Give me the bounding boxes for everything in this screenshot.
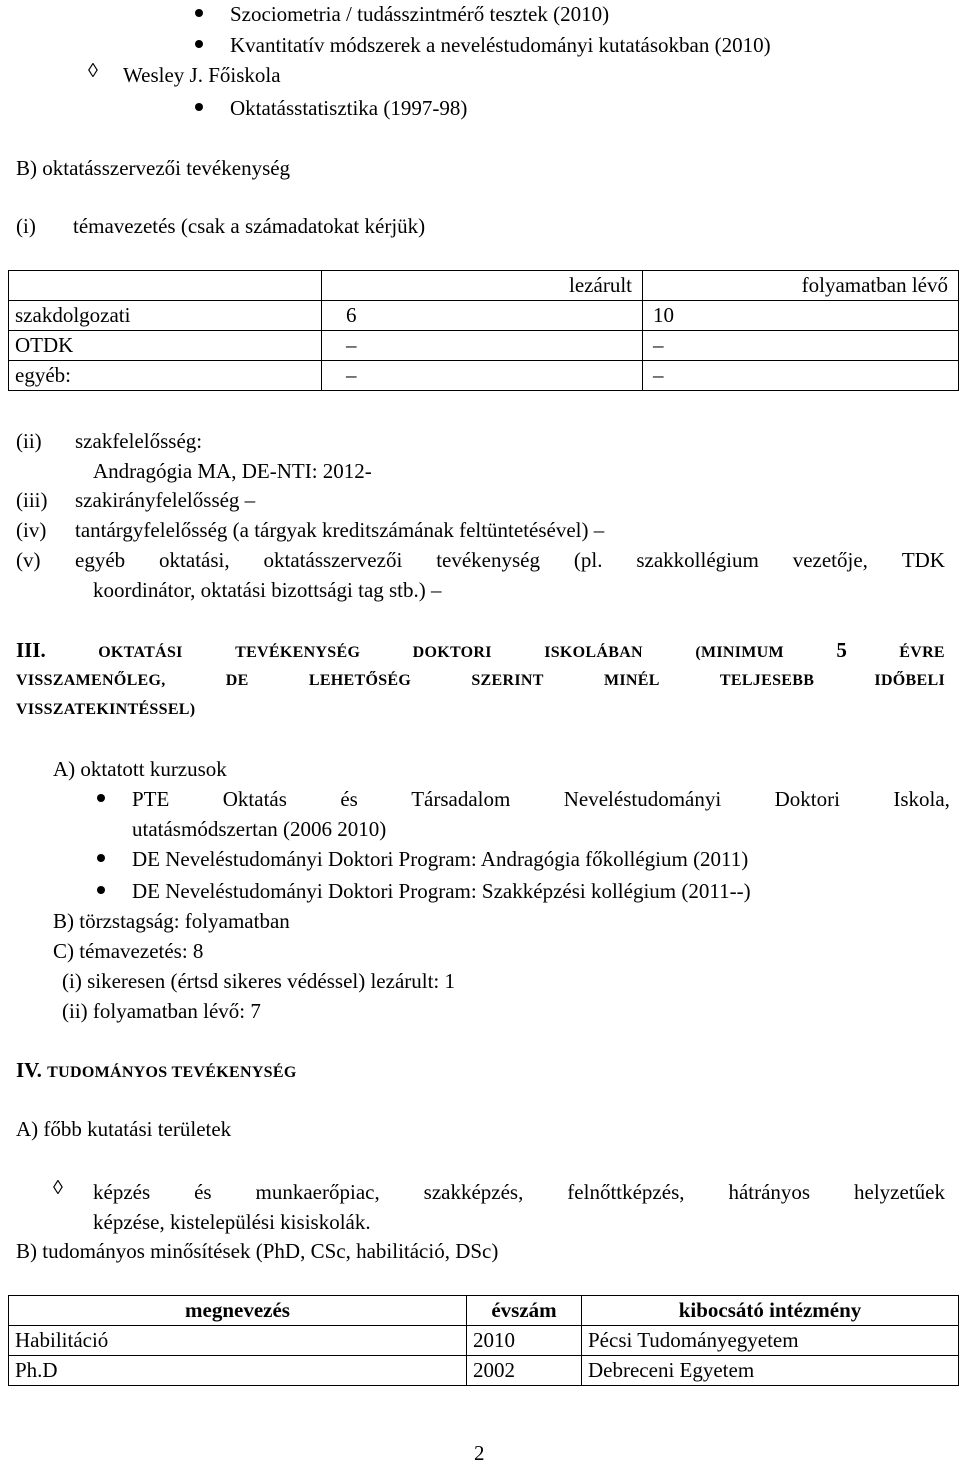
table-header-row [9,271,959,301]
bullet-icon [97,854,105,862]
bullet-icon [195,40,203,48]
word: szakkollégium [636,548,759,572]
word: DE [225,672,249,689]
section-3-title-line2 [16,668,945,694]
item-label: (iv) [16,518,47,542]
section-title: TUDOMÁNYOS TEVÉKENYSÉG [47,1064,297,1081]
word: Oktatás [222,787,287,811]
word: képzés [93,1180,151,1204]
table-header-row [9,1296,959,1326]
word: 5 [836,638,847,662]
item-label: (iii) [16,488,48,512]
list-item: Szociometria / tudásszintmérő tesztek (2010) [230,2,610,26]
lozenge-icon: ◊ [53,1177,63,1199]
word: OKTATÁSI [98,644,183,661]
section-4-title [16,1057,297,1086]
word: (pl. [573,548,603,572]
item-subtext: Andragógia MA, DE-NTI: 2012- [93,459,372,483]
item-text-justified [75,547,945,573]
course-item: DE Neveléstudományi Doktori Program: Andragógia főkollégium (2011) [132,847,749,871]
word: Társadalom [411,787,511,811]
word: munkaerőpiac, [255,1180,380,1204]
word: Neveléstudományi [563,787,722,811]
table-cell: 2002 [467,1356,582,1386]
word: TELJESEBB [719,672,815,689]
item-text: témavezetés (csak a számadatokat kérjük) [73,214,426,238]
word: egyéb [75,548,126,572]
list-item: Oktatásstatisztika (1997-98) [230,96,468,120]
item-text: szakfelelősség: [75,429,203,453]
section-3-title-line3: VISSZATEKINTÉSSEL) [16,701,196,718]
list-item: Kvantitatív módszerek a neveléstudományi kutatásokban (2010) [230,33,771,57]
word: TDK [901,548,945,572]
table-header-cell: évszám [467,1296,582,1326]
table-cell: Debreceni Egyetem [582,1356,959,1386]
table-cell: 10 [643,301,959,331]
table-cell: folyamatban lévő [643,271,959,301]
table-cell: 6 [322,301,643,331]
table-cell: – [322,361,643,391]
section-heading: B) oktatásszervezői tevékenység [16,156,291,180]
table-cell: Pécsi Tudományegyetem [582,1326,959,1356]
word: oktatási, [159,548,230,572]
sub-item: (i) sikeresen (értsd sikeres védéssel) lezárult: 1 [62,969,456,993]
word: és [340,787,358,811]
word: helyzetűek [854,1180,945,1204]
word: hátrányos [728,1180,811,1204]
table-cell [9,271,322,301]
table-row [9,1356,959,1386]
word: szakképzés, [423,1180,524,1204]
table-cell: egyéb: [9,361,322,391]
table-cell: szakdolgozati [9,301,322,331]
qualification-table [8,1295,959,1386]
course-item [132,786,950,812]
section-numeral: IV. [16,1058,42,1082]
bullet-icon [195,103,203,111]
word: ÉVRE [899,644,945,661]
word: tevékenység [436,548,540,572]
research-area-cont: képzése, kistelepülési kisiskolák. [93,1210,371,1234]
item-label: (i) [16,214,36,238]
table-row [9,331,959,361]
table-header-cell: kibocsátó intézmény [582,1296,959,1326]
subsection-heading: A) oktatott kurzusok [53,757,227,781]
table-cell: – [643,361,959,391]
word: DOKTORI [412,644,492,661]
word: Iskola, [893,787,950,811]
word: SZERINT [471,672,544,689]
table-row [9,301,959,331]
table-cell: Ph.D [9,1356,467,1386]
word: LEHETŐSÉG [308,672,412,689]
word: és [194,1180,212,1204]
bullet-icon [97,886,105,894]
item-text: tantárgyfelelősség (a tárgyak kreditszámának feltüntetésével) – [75,518,605,542]
table-cell: lezárult [322,271,643,301]
table-cell: OTDK [9,331,322,361]
section-3-title-line1 [16,637,945,666]
course-item: DE Neveléstudományi Doktori Program: Szakképzési kollégium (2011--) [132,879,751,903]
word: felnőttképzés, [567,1180,685,1204]
word: oktatásszervezői [263,548,403,572]
research-area [93,1179,945,1205]
subsection-heading: A) főbb kutatási területek [16,1117,232,1141]
sub-item: (ii) folyamatban lévő: 7 [62,999,261,1023]
word: ISKOLÁBAN [544,644,643,661]
word: MINÉL [603,672,660,689]
subsection-heading: B) törzstagság: folyamatban [53,909,290,933]
item-text: koordinátor, oktatási bizottsági tag stb.) – [93,578,442,602]
table-cell: 2010 [467,1326,582,1356]
word: VISSZAMENŐLEG, [16,672,166,689]
course-item-cont: utatásmódszertan (2006 2010) [132,817,387,841]
section-numeral: III. [16,638,46,662]
lozenge-icon: ◊ [88,60,98,82]
table-cell: – [322,331,643,361]
word: vezetője, [792,548,868,572]
subsection-heading: B) tudományos minősítések (PhD, CSc, habilitáció, DSc) [16,1239,499,1263]
table-header-cell: megnevezés [9,1296,467,1326]
item-label: (ii) [16,429,42,453]
item-label: (v) [16,548,41,572]
table-cell: – [643,331,959,361]
word: TEVÉKENYSÉG [235,644,361,661]
word: IDŐBELI [874,672,945,689]
supervision-table [8,270,959,391]
word: PTE [132,787,170,811]
subsection-heading: C) témavezetés: 8 [53,939,204,963]
table-cell: Habilitáció [9,1326,467,1356]
bullet-icon [97,794,105,802]
item-text: szakirányfelelősség – [75,488,256,512]
table-row [9,1326,959,1356]
table-row [9,361,959,391]
bullet-icon [195,9,203,17]
page-number: 2 [474,1441,485,1465]
word: Doktori [774,787,840,811]
list-item: Wesley J. Főiskola [123,63,281,87]
word: (MINIMUM [695,644,784,661]
